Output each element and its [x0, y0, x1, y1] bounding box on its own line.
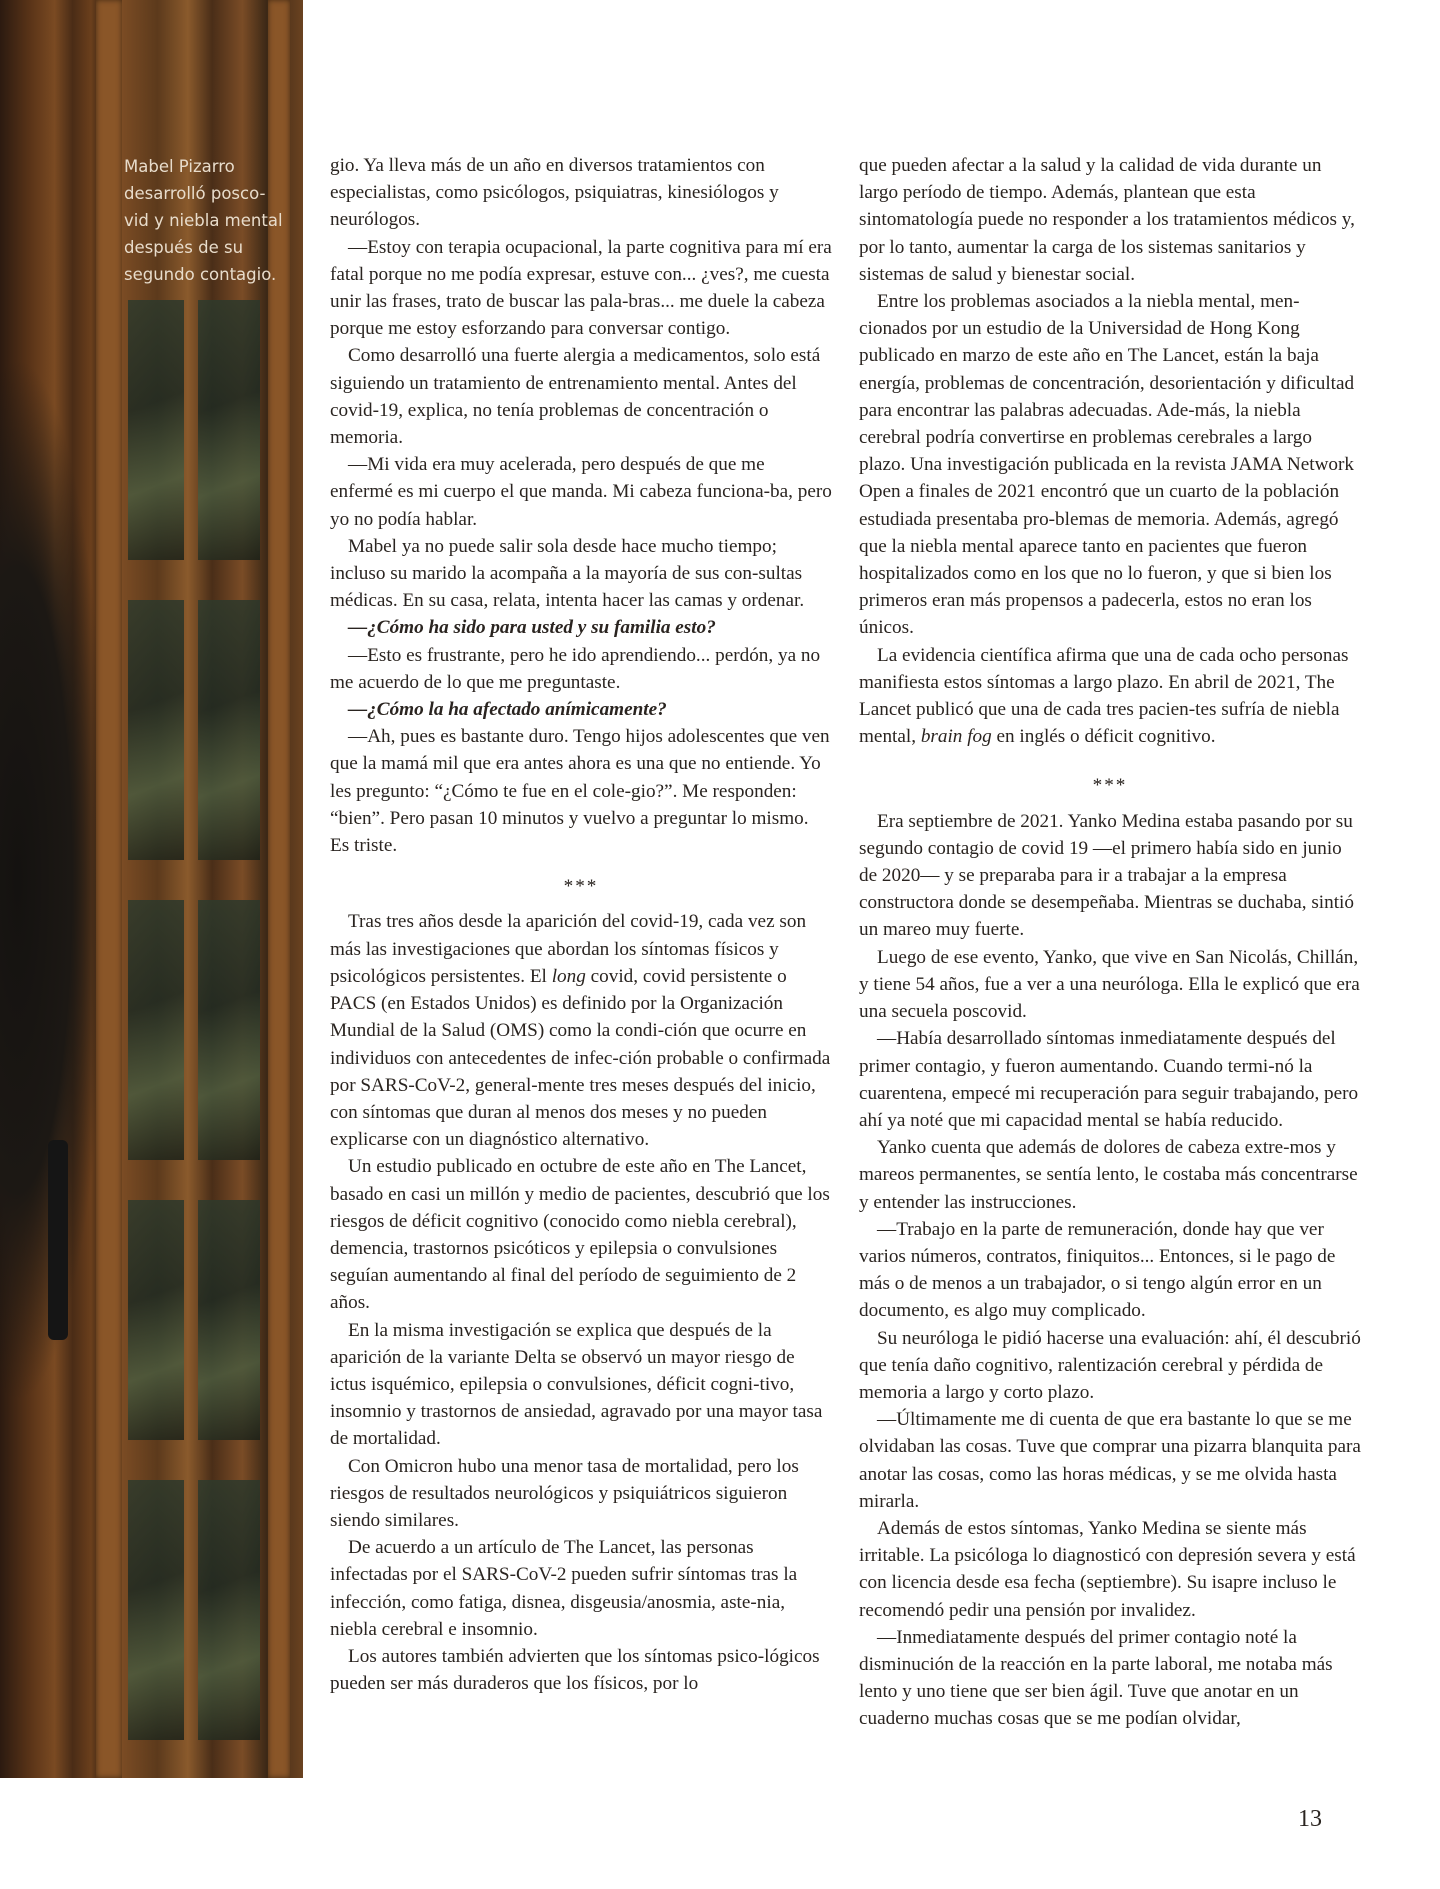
door-frame-left [96, 0, 122, 1778]
paragraph: Su neuróloga le pidió hacerse una evaluación: ahí, él descubrió que tenía daño cognitivo, ralentización cerebral y pérdida de memoria a largo y corto plazo. [859, 1327, 1361, 1403]
page-number: 13 [1298, 1806, 1322, 1832]
paragraph: —Trabajo en la parte de remuneración, donde hay que ver varios números, contratos, finiquitos... Entonces, si le pago de más o de menos a un trabajador, o si tengo algún error en un documento, es algo muy complicado. [859, 1218, 1336, 1322]
paragraph: —Mi vida era muy acelerada, pero después de que me enfermé es mi cuerpo el que manda. Mi cabeza funciona-ba, pero yo no podía hablar. [330, 454, 832, 530]
paragraph: Entre los problemas asociados a la niebla mental, men-cionados por un estudio de la Universidad de Hong Kong publicado en marzo de este año en The Lancet, están la baja energía, problemas de concentración, desorientación y dificultad para encontrar las palabras adecuadas. Ade-más, la niebla cerebral podría convertirse en problemas cerebrales a largo plazo. Una investigación publicada en la revista JAMA Network Open a finales de 2021 encontró que un cuarto de la población estudiada presentaba pro-blemas de memoria. Además, agregó que la niebla mental aparece tanto en pacientes que fueron hospitalizados como en los que no lo fueron, y que si bien los primeros eran más propensos a padecerla, estos no eran los únicos. [859, 291, 1355, 639]
door-pane [128, 1200, 184, 1440]
door-pane [198, 1480, 260, 1740]
paragraph: Con Omicron hubo una menor tasa de mortalidad, pero los riesgos de resultados neurológicos y psiquiátricos siguieron siendo similares. [330, 1455, 799, 1531]
door-handle [48, 1140, 68, 1340]
paragraph: —Inmediatamente después del primer contagio noté la disminución de la reacción en la parte laboral, me notaba más lento y uno tiene que ser bien ágil. Tuve que anotar en un cuaderno muchas cosas que se me podían olvidar, [859, 1626, 1333, 1730]
paragraph [330, 908, 832, 1153]
door-pane [198, 1200, 260, 1440]
article-column-1 [330, 152, 832, 1697]
door-pane [128, 900, 184, 1160]
paragraph: Mabel ya no puede salir sola desde hace mucho tiempo; incluso su marido la acompaña a la mayoría de sus con-sultas médicas. En su casa, relata, intenta hacer las camas y ordenar. [330, 535, 805, 612]
paragraph: —Estoy con terapia ocupacional, la parte cognitiva para mí era fatal porque no me podía expresar, estuve con... ¿ves?, me cuesta unir las frases, trato de buscar las pala-bras... me duele la cabeza porque me estoy esforzando para conversar contigo. [330, 236, 832, 340]
paragraph: —Esto es frustrante, pero he ido aprendiendo... perdón, ya no me acuerdo de lo que me preguntaste. [330, 644, 821, 693]
paragraph: gio. Ya lleva más de un año en diversos tratamientos con especialistas, como psicólogos, psiquiatras, kinesiólogos y neurólogos. [330, 155, 779, 231]
paragraph: Luego de ese evento, Yanko, que vive en San Nicolás, Chillán, y tiene 54 años, fue a ver a una neuróloga. Ella le explicó que era una secuela poscovid. [859, 946, 1360, 1023]
paragraph: —Últimamente me di cuenta de que era bastante lo que se me olvidaban las cosas. Tuve que comprar una pizarra blanquita para anotar las cosas, como las horas médicas, y se me olvida hasta mirarla. [859, 1409, 1361, 1512]
door-pane [128, 600, 184, 860]
paragraph: Un estudio publicado en octubre de este año en The Lancet, basado en casi un millón y medio de pacientes, descubrió que los riesgos de déficit cognitivo (conocido como niebla cerebral), demencia, trastornos psicóticos y epilepsia o convulsiones seguían aumentando al final del período de seguimiento de 2 años. [330, 1156, 830, 1314]
paragraph [859, 642, 1361, 751]
door-pane [128, 300, 184, 560]
text-run: La evidencia científica afirma que una de cada ocho personas manifiesta estos síntomas a largo plazo. En abril de 2021, The Lancet publicó que una de cada tres pacien-tes sufría de niebla mental, [859, 644, 1349, 748]
door-pane [198, 900, 260, 1160]
paragraph: Como desarrolló una fuerte alergia a medicamentos, solo está siguiendo un tratamiento de entrenamiento mental. Antes del covid-19, explica, no tenía problemas de concentración o memoria. [330, 345, 821, 449]
section-separator: *** [563, 876, 599, 898]
paragraph: Los autores también advierten que los síntomas psico-lógicos pueden ser más duraderos que los físicos, por lo [330, 1645, 820, 1695]
article-column-2 [859, 152, 1361, 1733]
interview-question: —¿Cómo la ha afectado anímicamente? [348, 699, 667, 721]
paragraph: que pueden afectar a la salud y la calidad de vida durante un largo período de tiempo. Además, plantean que esta sintomatología puede no responder a los tratamientos médicos y, por lo tanto, aumentar la carga de los sistemas sanitarios y sistemas de salud y bienestar social. [859, 155, 1355, 285]
paragraph: —Había desarrollado síntomas inmediatamente después del primer contagio, y fueron aumentando. Cuando termi-nó la cuarentena, empecé mi recuperación para seguir trabajando, pero ahí ya noté que mi capacidad mental se había reducido. [859, 1028, 1359, 1131]
interview-question: —¿Cómo ha sido para usted y su familia esto? [348, 617, 716, 639]
door-pane [128, 1480, 184, 1740]
text-run: en inglés o déficit cognitivo. [991, 726, 1216, 748]
section-separator: *** [1092, 775, 1128, 797]
photo-caption: Mabel Pizarro desarrolló posco-vid y niebla mental después de su segundo contagio. [124, 157, 283, 284]
door-pane [198, 300, 260, 560]
paragraph: De acuerdo a un artículo de The Lancet, las personas infectadas por el SARS-CoV-2 pueden sufrir síntomas tras la infección, como fatiga, disnea, disgeusia/anosmia, aste-nia, niebla cerebral e insomnio. [330, 1537, 798, 1640]
emphasis: brain fog [920, 726, 992, 748]
emphasis: long [551, 965, 586, 987]
text-run: Tras tres años desde la aparición del covid-19, cada vez son más las investigaciones que abordan los síntomas físicos y psicológicos persistentes. El [330, 911, 807, 987]
paragraph: En la misma investigación se explica que después de la aparición de la variante Delta se observó un mayor riesgo de ictus isquémico, epilepsia o convulsiones, déficit cogni-tivo, insomnio y trastornos de ansiedad, agravado por una mayor tasa de mortalidad. [330, 1319, 823, 1450]
door-pane [198, 600, 260, 860]
paragraph: —Ah, pues es bastante duro. Tengo hijos adolescentes que ven que la mamá mil que era antes ahora es una que no entiende. Yo les pregunto: “¿Cómo te fue en el cole-gio?”. Me responden: “bien”. Pero pasan 10 minutos y vuelvo a preguntar lo mismo. Es triste. [330, 726, 830, 857]
paragraph: Yanko cuenta que además de dolores de cabeza extre-mos y mareos permanentes, se sentía lento, le costaba más concentrarse y entender las instrucciones. [859, 1137, 1358, 1213]
text-run: covid, covid persistente o PACS (en Estados Unidos) es definido por la Organización Mundial de la Salud (OMS) como la condi-ción que ocurre en individuos con antecedentes de infec-ción probable o confirmada por SARS-CoV-2, general-mente tres meses después del inicio, con síntomas que duran al menos dos meses y no pueden explicarse con un diagnóstico alternativo. [330, 965, 831, 1151]
paragraph: Además de estos síntomas, Yanko Medina se siente más irritable. La psicóloga lo diagnosticó con depresión severa y está con licencia desde esa fecha (septiembre). Su isapre incluso le recomendó pedir una pensión por invalidez. [859, 1517, 1356, 1621]
photo-door [0, 0, 303, 1778]
paragraph: Era septiembre de 2021. Yanko Medina estaba pasando por su segundo contagio de covid 19 —el primero había sido en junio de 2020— y se preparaba para ir a trabajar a la empresa constructora donde se desempeñaba. Mientras se duchaba, sintió un mareo muy fuerte. [859, 810, 1354, 941]
